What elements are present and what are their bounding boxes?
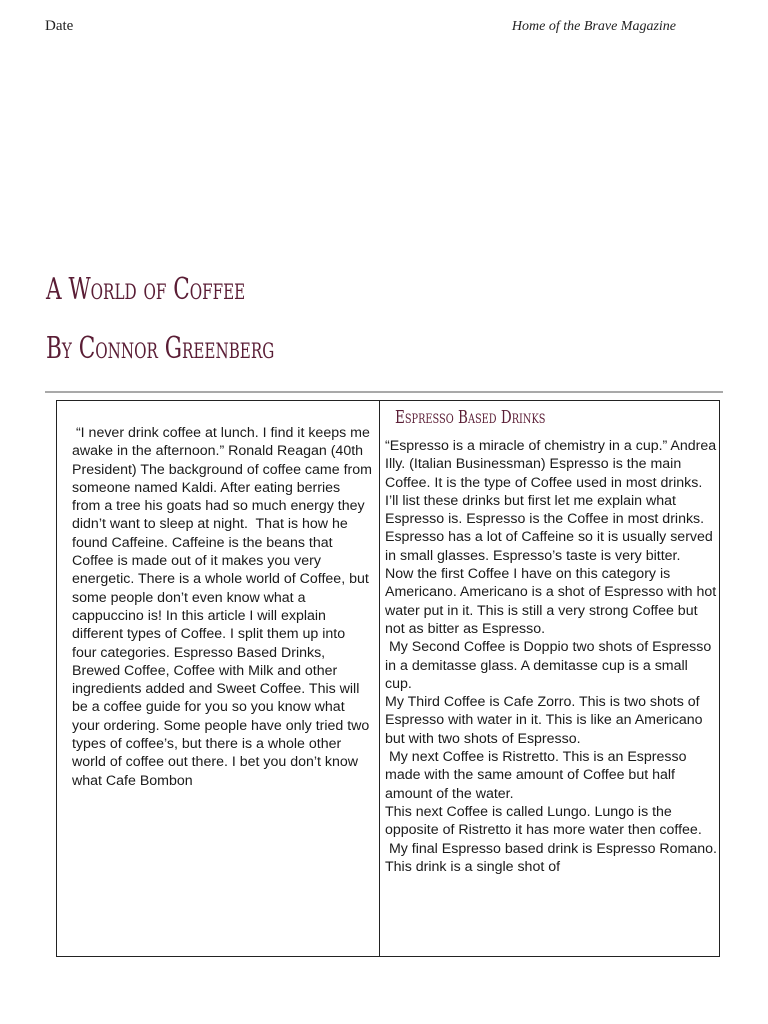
article-byline: By Connor Greenberg — [46, 331, 275, 366]
paragraph: My Third Coffee is Cafe Zorro. This is two shots of Espresso with water in it. This is like an Americano but with two shots of Espresso. — [385, 694, 707, 747]
paragraph: Now the first Coffee I have on this category is Americano. Americano is a shot of Espresso with hot water put in it. This is still a very strong Coffee but not as bitter as Espresso. — [385, 566, 721, 637]
paragraph: “Espresso is a miracle of chemistry in a cup.” Andrea Illy. (Italian Businessman) Espresso is the main Coffee. It is the type of Coffee used in most drinks. I’ll list these drinks but first let me explain what Espresso is. Espresso is the Coffee in most drinks. Espresso has a lot of Caffeine so it is usually served in small glasses. Espresso’s taste is very bitter. — [385, 438, 721, 564]
right-column — [385, 407, 721, 954]
header-magazine-name: Home of the Brave Magazine — [511, 19, 676, 34]
horizontal-rule — [45, 391, 723, 393]
article-table — [56, 400, 720, 957]
paragraph: My final Espresso based drink is Espresso Romano. This drink is a single shot of — [385, 840, 721, 875]
article-title: A World of Coffee — [46, 272, 246, 307]
left-column-text: “I never drink coffee at lunch. I find it keeps me awake in the afternoon.” Ronald Reagan (40th President) The background of coffee came from someone named Kaldi. After eating berries from a tree his goats had so much energy they didn’t want to sleep at night. That is how he found Caffeine. Caffeine is the beans that Coffee is made out of it makes you very energetic. There is a whole world of Coffee, but some people don’t even know what a cappuccino is! In this article I will explain different types of Coffee. I split them up into four categories. Espresso Based Drinks, Brewed Coffee, Coffee with Milk and other ingredients added and Sweet Coffee. This will be a coffee guide for you so you know what your ordering. Some people have only tried two types of coffee’s, but there is a whole other world of coffee out there. I bet you don’t know what Cafe Bombon — [72, 425, 376, 789]
paragraph: This next Coffee is called Lungo. Lungo is the opposite of Ristretto it has more water then coffee. — [385, 803, 702, 839]
column-divider — [379, 401, 380, 956]
paragraph: My Second Coffee is Doppio two shots of Espresso in a demitasse glass. A demitasse cup is a small cup. — [385, 639, 716, 692]
paragraph: My next Coffee is Ristretto. This is an Espresso made with the same amount of Coffee but half amount of the water. — [385, 749, 691, 802]
left-column — [72, 424, 376, 790]
section-heading: Espresso Based Drinks — [395, 407, 546, 428]
header-date: Date — [45, 18, 74, 34]
